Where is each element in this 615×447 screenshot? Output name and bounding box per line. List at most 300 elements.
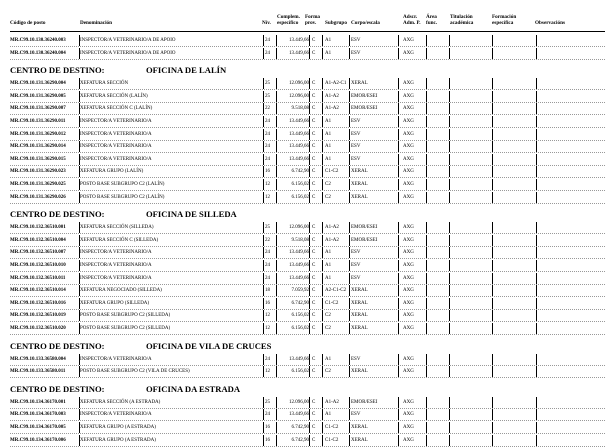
- cell-corpo: EMOR/ESEI: [351, 399, 378, 405]
- column-divider: [492, 35, 493, 46]
- cell-code: MR.C99.10.134.36170.003: [10, 412, 66, 418]
- column-divider: [426, 48, 427, 59]
- cell-adscr: AXG: [403, 38, 414, 43]
- column-divider: [263, 78, 264, 89]
- table-row: [10, 396, 605, 409]
- cell-comp: 6.156,02: [291, 369, 309, 375]
- centro-destino-label: CENTRO DE DESTINO:: [10, 383, 105, 394]
- column-divider: [276, 247, 277, 258]
- column-divider: [263, 103, 264, 114]
- column-divider: [492, 166, 493, 177]
- cell-nivel: 24: [265, 275, 270, 281]
- column-divider: [426, 222, 427, 233]
- cell-code: MR.C99.10.131.36290.014: [10, 144, 66, 150]
- column-divider: [79, 273, 80, 284]
- column-divider: [349, 48, 350, 59]
- column-divider: [309, 310, 310, 321]
- column-divider: [449, 48, 450, 59]
- table-row: [10, 191, 605, 204]
- column-divider: [79, 298, 80, 309]
- column-divider: [536, 260, 537, 271]
- column-divider: [79, 166, 80, 177]
- column-divider: [79, 235, 80, 246]
- column-divider: [322, 247, 323, 258]
- cell-nivel: 24: [265, 144, 270, 150]
- cell-nivel: 25: [265, 81, 270, 87]
- column-divider: [263, 154, 264, 165]
- column-divider: [309, 354, 310, 365]
- column-divider: [309, 273, 310, 284]
- cell-forma: C: [312, 81, 316, 87]
- column-divider: [426, 260, 427, 271]
- cell-forma: C: [312, 156, 316, 162]
- cell-comp: 13.449,66: [289, 156, 309, 162]
- column-divider: [398, 78, 399, 89]
- column-divider: [322, 78, 323, 89]
- cell-forma: C: [312, 300, 316, 306]
- column-divider: [309, 116, 310, 127]
- column-divider: [492, 48, 493, 59]
- column-divider: [426, 409, 427, 420]
- column-divider: [426, 78, 427, 89]
- cell-code: MR.C99.10.130.36240.004: [10, 50, 66, 56]
- cell-name: XEFATURA SECCIÓN (SILLEDA): [80, 225, 154, 231]
- column-divider: [398, 192, 399, 203]
- table-row: [10, 353, 605, 366]
- cell-sub: C2: [325, 194, 331, 200]
- column-divider: [79, 323, 80, 334]
- column-divider: [263, 435, 264, 446]
- column-divider: [449, 260, 450, 271]
- cell-sub: A1: [325, 412, 332, 418]
- cell-nivel: 24: [265, 263, 270, 268]
- column-divider: [276, 116, 277, 127]
- cell-sub: A1: [325, 38, 332, 43]
- column-divider: [322, 323, 323, 334]
- header-forma-top: Forma: [305, 14, 320, 20]
- column-divider: [263, 179, 264, 190]
- column-divider: [449, 235, 450, 246]
- column-divider: [79, 141, 80, 152]
- column-divider: [449, 397, 450, 408]
- cell-code: MR.C99.10.132.36510.016: [10, 300, 66, 306]
- column-divider: [426, 298, 427, 309]
- column-divider: [276, 91, 277, 102]
- column-divider: [492, 354, 493, 365]
- cell-name: INSPECTOR/A VETERINARIO/A: [80, 263, 152, 268]
- column-divider: [426, 154, 427, 165]
- cell-comp: 6.742,90: [291, 169, 309, 175]
- cell-nivel: 25: [265, 399, 270, 405]
- column-divider: [79, 48, 80, 59]
- column-divider: [536, 154, 537, 165]
- oficina-name: OFICINA DE SILLEDA: [146, 209, 237, 220]
- column-divider: [492, 435, 493, 446]
- cell-name: POSTO BASE SUBGRUPO C2 (LALÍN): [80, 182, 165, 187]
- cell-corpo: XERAL: [351, 313, 368, 319]
- column-divider: [309, 103, 310, 114]
- column-divider: [449, 222, 450, 233]
- cell-name: XEFATURA SECCIÓN C (LALÍN): [80, 106, 153, 112]
- column-divider: [263, 310, 264, 321]
- column-divider: [322, 273, 323, 284]
- column-divider: [309, 397, 310, 408]
- cell-forma: C: [312, 93, 316, 99]
- column-divider: [322, 154, 323, 165]
- table-row: [10, 77, 605, 90]
- column-divider: [79, 422, 80, 433]
- column-divider: [398, 35, 399, 46]
- column-divider: [449, 116, 450, 127]
- column-divider: [263, 422, 264, 433]
- cell-code: MR.C99.10.131.36290.005: [10, 93, 66, 99]
- column-divider: [536, 422, 537, 433]
- cell-name: XEFATURA SECCIÓN: [80, 81, 129, 87]
- column-divider: [492, 222, 493, 233]
- cell-code: MR.C99.10.134.36170.006: [10, 437, 66, 443]
- cell-sub: A1: [325, 263, 332, 268]
- table-row: [10, 165, 605, 178]
- column-divider: [263, 192, 264, 203]
- column-divider: [398, 48, 399, 59]
- cell-forma: C: [312, 119, 316, 124]
- cell-comp: 13.449,66: [289, 144, 309, 150]
- cell-forma: C: [312, 356, 316, 362]
- header-formacion: Formación específica: [492, 14, 517, 26]
- cell-corpo: XERAL: [351, 81, 368, 87]
- cell-forma: C: [312, 131, 316, 137]
- column-divider: [449, 78, 450, 89]
- row-divider: [10, 446, 605, 447]
- cell-corpo: ESV: [351, 50, 361, 56]
- column-divider: [322, 179, 323, 190]
- cell-name: XEFATURA GRUPO (A ESTRADA): [80, 437, 156, 443]
- cell-nivel: 24: [265, 131, 270, 137]
- column-divider: [398, 235, 399, 246]
- cell-adscr: AXG: [403, 300, 414, 306]
- cell-comp: 13.449,66: [289, 131, 309, 137]
- column-divider: [263, 235, 264, 246]
- cell-code: MR.C99.10.132.36510.011: [10, 275, 66, 281]
- column-divider: [349, 222, 350, 233]
- cell-adscr: AXG: [403, 194, 414, 200]
- oficina-name: OFICINA DE VILA DE CRUCES: [146, 340, 272, 351]
- column-divider: [322, 397, 323, 408]
- cell-forma: C: [312, 313, 316, 319]
- cell-corpo: EMOR/ESEI: [351, 237, 378, 243]
- column-divider: [492, 78, 493, 89]
- column-divider: [536, 298, 537, 309]
- column-divider: [398, 247, 399, 258]
- column-divider: [398, 166, 399, 177]
- cell-nivel: 16: [265, 169, 270, 175]
- cell-sub: C1-C2: [325, 437, 339, 443]
- table-row: [10, 272, 605, 285]
- column-divider: [309, 298, 310, 309]
- column-divider: [322, 298, 323, 309]
- column-divider: [492, 397, 493, 408]
- cell-sub: C2: [325, 326, 331, 331]
- table-row: [10, 140, 605, 153]
- cell-name: INSPECTOR/A VETERINARIO/A DE APOIO: [80, 50, 176, 56]
- table-row: [10, 47, 605, 60]
- column-divider: [276, 48, 277, 59]
- column-divider: [449, 91, 450, 102]
- column-divider: [449, 35, 450, 46]
- column-divider: [322, 48, 323, 59]
- column-divider: [492, 129, 493, 140]
- cell-forma: C: [312, 250, 316, 256]
- column-divider: [398, 273, 399, 284]
- cell-forma: C: [312, 288, 316, 294]
- column-divider: [426, 354, 427, 365]
- cell-forma: C: [312, 237, 316, 243]
- column-divider: [398, 285, 399, 296]
- cell-sub: C1-C2: [325, 300, 339, 306]
- column-divider: [309, 422, 310, 433]
- column-divider: [536, 354, 537, 365]
- cell-code: MR.C99.10.132.36510.001: [10, 225, 66, 231]
- column-divider: [349, 91, 350, 102]
- cell-comp: 13.449,66: [289, 250, 309, 256]
- row-divider: [10, 334, 605, 335]
- column-divider: [349, 141, 350, 152]
- cell-nivel: 22: [265, 237, 270, 243]
- header-titulacion: Titulación académica: [450, 14, 474, 26]
- cell-nivel: 22: [265, 106, 270, 112]
- cell-corpo: XERAL: [351, 369, 368, 375]
- cell-forma: C: [312, 326, 316, 331]
- column-divider: [426, 91, 427, 102]
- column-divider: [263, 91, 264, 102]
- table-row: [10, 365, 605, 378]
- cell-adscr: AXG: [403, 237, 414, 243]
- cell-comp: 6.156,02: [291, 182, 309, 187]
- cell-code: MR.C99.10.131.36290.023: [10, 169, 66, 175]
- cell-comp: 12.096,00: [289, 399, 309, 405]
- column-divider: [276, 78, 277, 89]
- column-divider: [349, 260, 350, 271]
- column-divider: [449, 422, 450, 433]
- column-divider: [536, 397, 537, 408]
- column-divider: [492, 116, 493, 127]
- column-divider: [492, 323, 493, 334]
- column-divider: [492, 366, 493, 377]
- column-divider: [276, 435, 277, 446]
- cell-comp: 13.449,66: [289, 38, 309, 43]
- cell-nivel: 12: [265, 326, 270, 331]
- cell-sub: C2: [325, 369, 331, 375]
- cell-adscr: AXG: [403, 356, 414, 362]
- column-divider: [322, 260, 323, 271]
- column-divider: [449, 166, 450, 177]
- column-divider: [492, 298, 493, 309]
- column-divider: [426, 129, 427, 140]
- cell-corpo: XERAL: [351, 425, 368, 430]
- cell-comp: 6.742,90: [291, 437, 309, 443]
- column-divider: [536, 91, 537, 102]
- column-divider: [276, 273, 277, 284]
- column-divider: [276, 179, 277, 190]
- column-divider: [309, 48, 310, 59]
- column-divider: [79, 310, 80, 321]
- column-divider: [276, 310, 277, 321]
- cell-code: MR.C99.10.131.36290.026: [10, 194, 66, 200]
- column-divider: [263, 366, 264, 377]
- column-divider: [398, 116, 399, 127]
- cell-corpo: EMOR/ESEI: [351, 225, 378, 231]
- cell-comp: 13.449,66: [289, 356, 309, 362]
- column-divider: [263, 285, 264, 296]
- column-divider: [536, 141, 537, 152]
- cell-corpo: ESV: [351, 412, 361, 418]
- cell-adscr: AXG: [403, 50, 414, 56]
- centro-destino-label: CENTRO DE DESTINO:: [10, 209, 105, 220]
- column-divider: [79, 192, 80, 203]
- column-divider: [349, 103, 350, 114]
- column-divider: [322, 222, 323, 233]
- column-divider: [322, 129, 323, 140]
- cell-corpo: ESV: [351, 263, 361, 268]
- column-divider: [536, 323, 537, 334]
- column-divider: [492, 409, 493, 420]
- column-divider: [349, 285, 350, 296]
- column-divider: [322, 35, 323, 46]
- column-divider: [349, 179, 350, 190]
- cell-name: POSTO BASE SUBGRUPO C2 (SILLEDA): [80, 326, 171, 331]
- column-divider: [276, 103, 277, 114]
- column-divider: [349, 366, 350, 377]
- column-divider: [322, 116, 323, 127]
- column-divider: [349, 35, 350, 46]
- column-divider: [349, 192, 350, 203]
- cell-forma: C: [312, 399, 316, 405]
- column-divider: [79, 260, 80, 271]
- column-divider: [276, 397, 277, 408]
- column-divider: [426, 422, 427, 433]
- column-divider: [322, 310, 323, 321]
- cell-sub: C2: [325, 313, 331, 319]
- cell-sub: A1-A2: [325, 399, 339, 405]
- header-area-bottom: func.: [426, 20, 438, 26]
- cell-comp: 12.096,00: [289, 225, 309, 231]
- column-divider: [349, 247, 350, 258]
- column-divider: [426, 35, 427, 46]
- cell-adscr: AXG: [403, 263, 414, 268]
- cell-adscr: AXG: [403, 425, 414, 430]
- cell-nivel: 16: [265, 437, 270, 443]
- cell-name: INSPECTOR/A VETERINARIO/A: [80, 119, 152, 124]
- cell-forma: C: [312, 169, 316, 175]
- table-row: [10, 322, 605, 335]
- column-divider: [322, 422, 323, 433]
- table-row: [10, 128, 605, 141]
- column-divider: [309, 285, 310, 296]
- cell-forma: C: [312, 425, 316, 430]
- oficina-name: OFICINA DE LALÍN: [146, 65, 227, 76]
- header-area-top: Área: [426, 14, 437, 20]
- cell-code: MR.C99.10.132.36510.007: [10, 250, 66, 256]
- column-divider: [322, 435, 323, 446]
- cell-corpo: XERAL: [351, 194, 368, 200]
- column-divider: [349, 310, 350, 321]
- header-observacions: Observacións: [535, 20, 565, 26]
- column-divider: [536, 192, 537, 203]
- table-row: [10, 221, 605, 234]
- column-divider: [276, 222, 277, 233]
- column-divider: [426, 179, 427, 190]
- column-divider: [263, 323, 264, 334]
- cell-comp: 9.518,08: [291, 106, 309, 112]
- cell-forma: C: [312, 263, 316, 268]
- header-adscr-top: Adscr.: [403, 14, 418, 20]
- cell-comp: 6.156,02: [291, 194, 309, 200]
- column-divider: [263, 129, 264, 140]
- column-divider: [276, 35, 277, 46]
- cell-adscr: AXG: [403, 250, 414, 256]
- cell-sub: A1: [325, 119, 332, 124]
- cell-sub: A1: [325, 356, 332, 362]
- cell-name: INSPECTOR/A VETERINARIO/A: [80, 275, 152, 281]
- column-divider: [426, 285, 427, 296]
- cell-adscr: AXG: [403, 399, 414, 405]
- column-divider: [263, 247, 264, 258]
- column-divider: [309, 192, 310, 203]
- column-divider: [322, 354, 323, 365]
- cell-adscr: AXG: [403, 119, 414, 124]
- cell-corpo: XERAL: [351, 288, 368, 294]
- column-divider: [449, 310, 450, 321]
- column-divider: [322, 235, 323, 246]
- table-row: [10, 234, 605, 247]
- column-divider: [276, 285, 277, 296]
- column-divider: [79, 409, 80, 420]
- header-nivel: Nív.: [262, 20, 271, 26]
- column-divider: [492, 103, 493, 114]
- cell-corpo: ESV: [351, 131, 361, 137]
- column-divider: [263, 222, 264, 233]
- column-divider: [398, 298, 399, 309]
- cell-code: MR.C99.10.132.36510.014: [10, 288, 66, 294]
- cell-forma: C: [312, 369, 316, 375]
- column-divider: [426, 166, 427, 177]
- column-divider: [398, 91, 399, 102]
- column-divider: [492, 235, 493, 246]
- section-header: [10, 64, 605, 76]
- cell-nivel: 18: [265, 288, 270, 294]
- column-divider: [449, 103, 450, 114]
- column-divider: [309, 35, 310, 46]
- column-divider: [426, 273, 427, 284]
- cell-name: INSPECTOR/A VETERINARIO/A: [80, 356, 152, 362]
- cell-corpo: ESV: [351, 250, 361, 256]
- cell-code: MR.C99.10.131.36290.007: [10, 106, 66, 112]
- column-divider: [79, 103, 80, 114]
- column-divider: [492, 141, 493, 152]
- column-divider: [79, 91, 80, 102]
- column-divider: [349, 298, 350, 309]
- column-divider: [449, 247, 450, 258]
- cell-nivel: 24: [265, 250, 270, 256]
- column-divider: [263, 409, 264, 420]
- cell-adscr: AXG: [403, 156, 414, 162]
- column-divider: [263, 141, 264, 152]
- column-divider: [536, 222, 537, 233]
- column-divider: [536, 116, 537, 127]
- column-divider: [536, 409, 537, 420]
- cell-sub: A1-A2: [325, 237, 339, 243]
- table-row: [10, 421, 605, 434]
